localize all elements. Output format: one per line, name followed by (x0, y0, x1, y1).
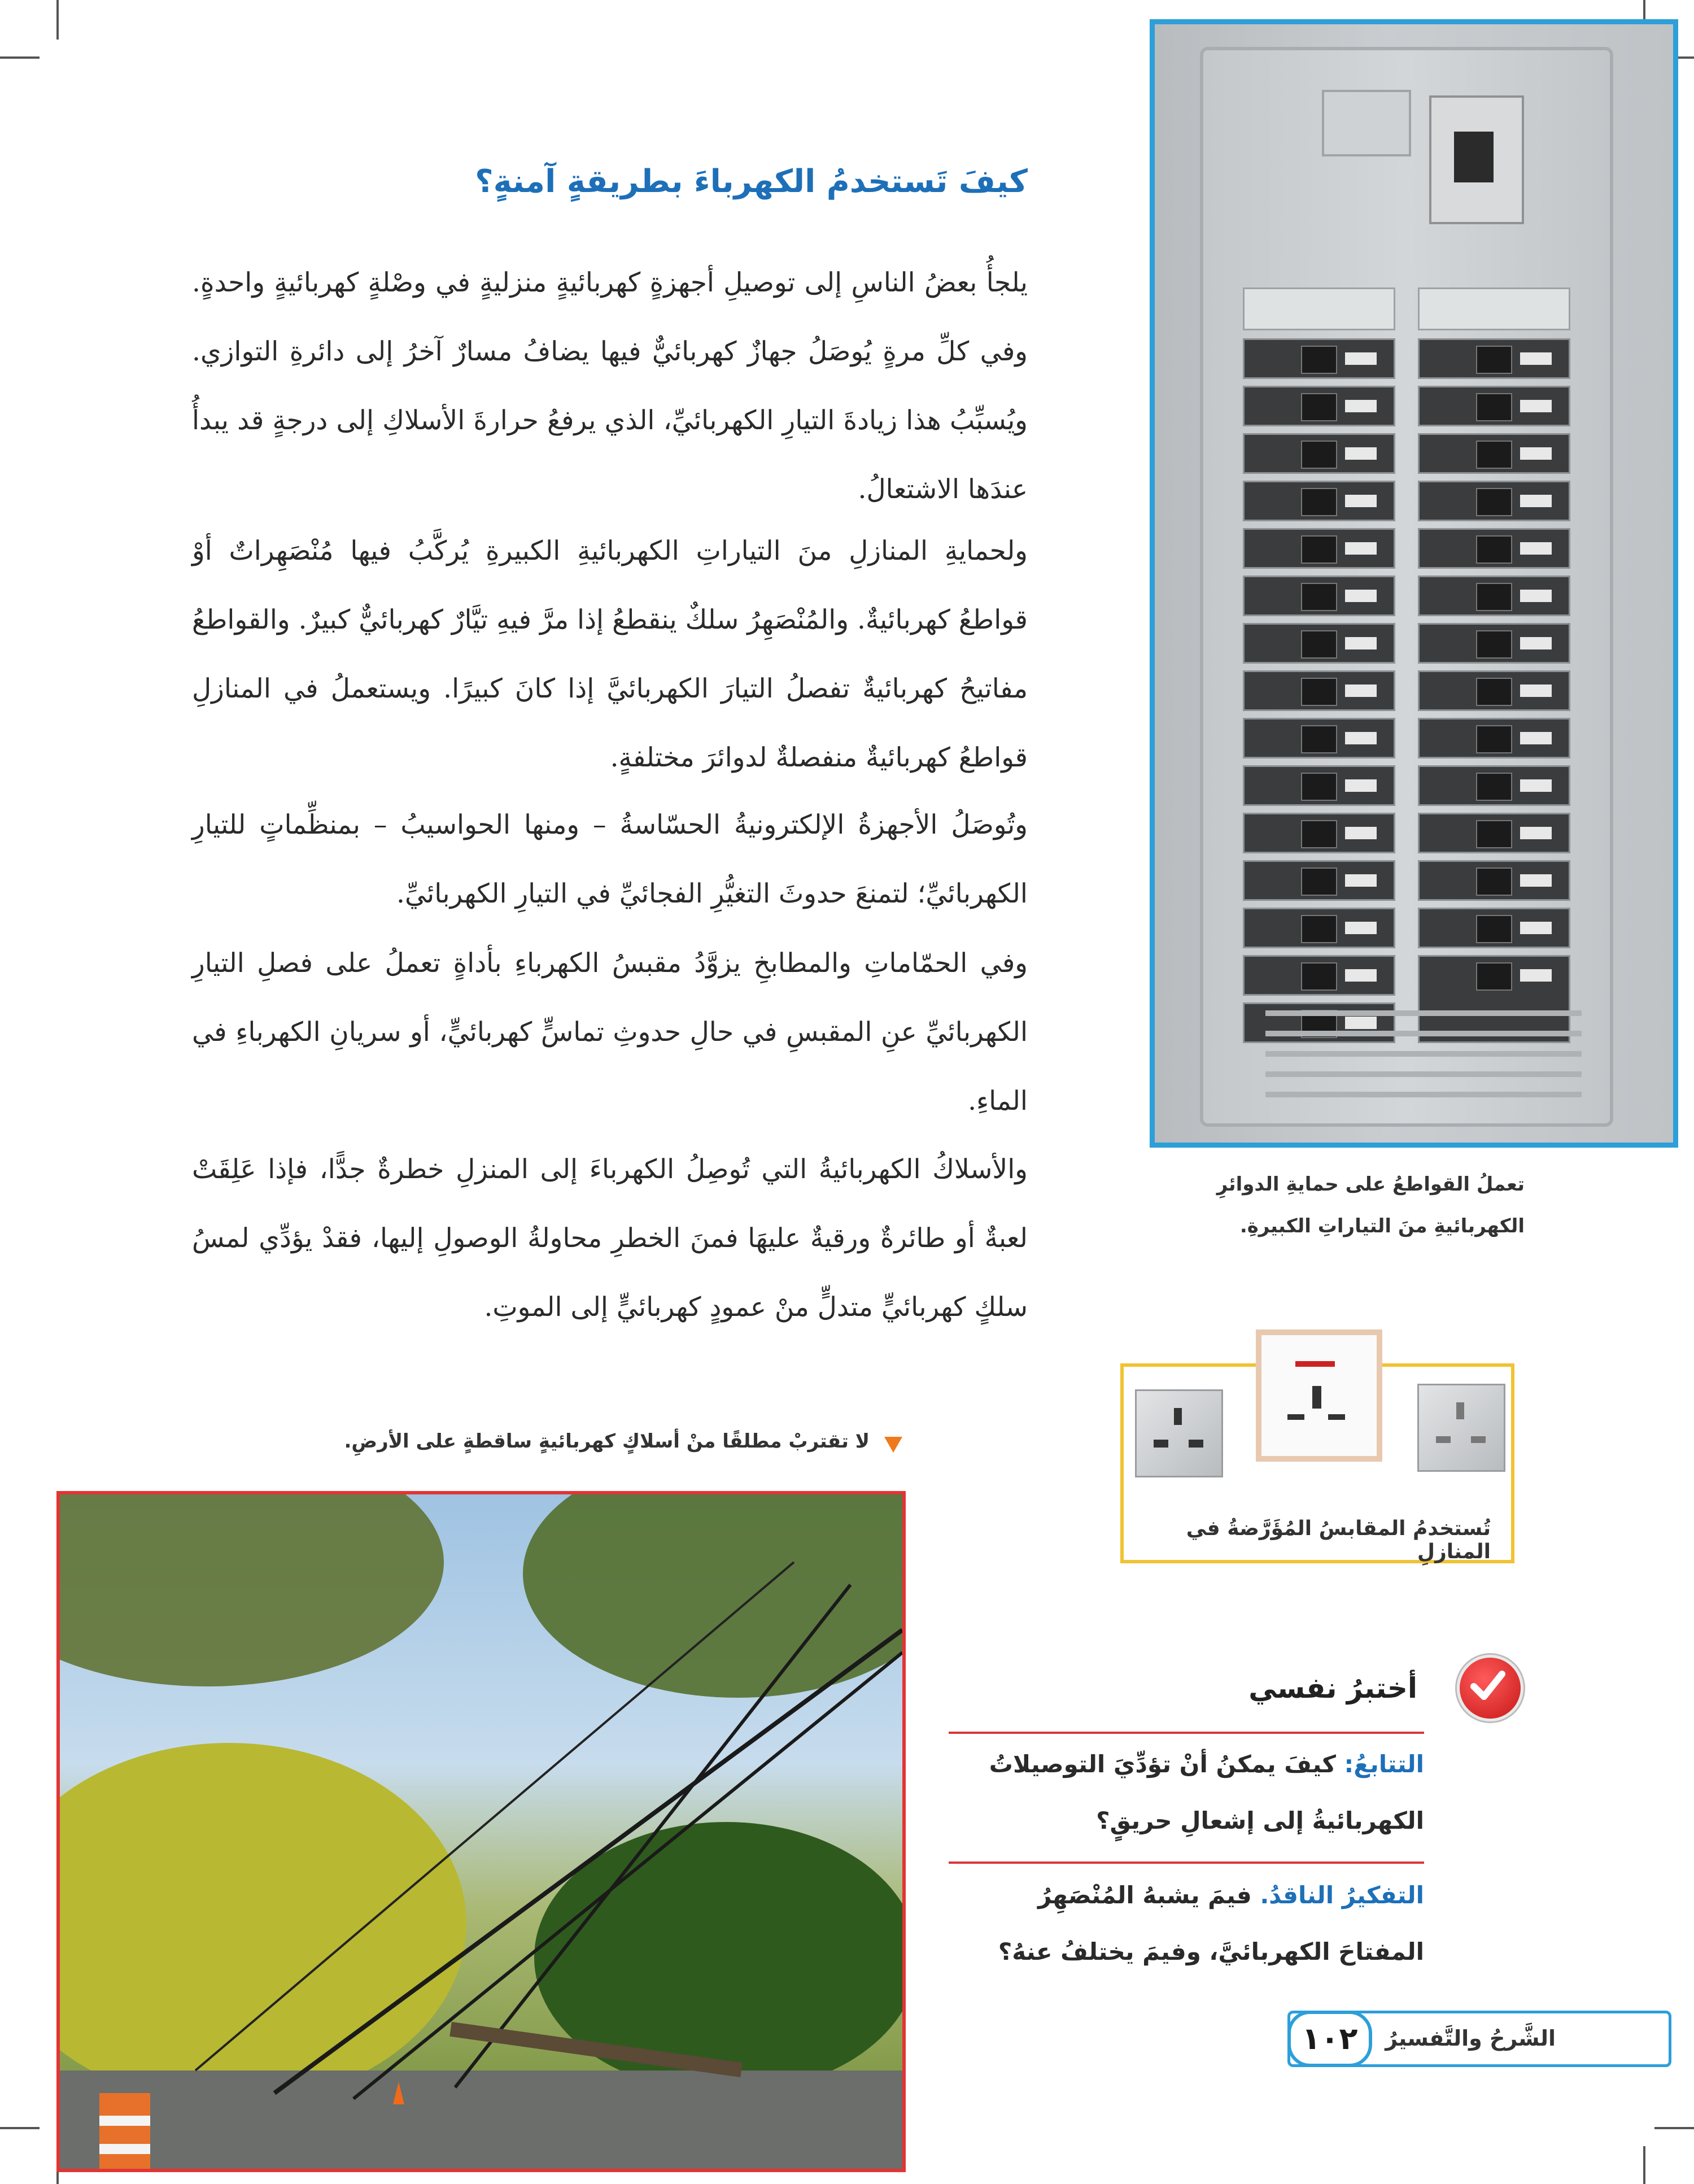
quiz-divider (949, 1732, 1424, 1734)
quiz-title: أختبرُ نفسي (1248, 1672, 1417, 1705)
paragraph-5: والأسلاكُ الكهربائيةُ التي تُوصِلُ الكهرباءَ إلى المنزلِ خطرةٌ جدًّا، فإذا عَلِقَتْ لعبةٌ أو طائرةٌ ورقيةٌ عليهَا فمنَ الخطرِ محاولةُ الوصولِ إليها، فقدْ يؤدِّي لمسُ سلكٍ كهربائيٍّ متدلٍّ منْ عمودٍ كهربائيٍّ إلى الموتِ. (192, 1154, 1028, 1323)
quiz-question-2-label: التفكيرُ الناقدُ. (1260, 1881, 1424, 1909)
quiz-question-2-text: فيمَ يشبهُ المُنْصَهِرُ المفتاحَ الكهربائيَّ، وفيمَ يختلفُ عنهُ؟ (998, 1881, 1424, 1965)
breaker-column-left (1243, 287, 1395, 1050)
caption-arrow-icon (884, 1437, 902, 1453)
quiz-divider (949, 1862, 1424, 1864)
quiz-question-1 (949, 1736, 1424, 1849)
quiz-question-1-label: التتابعُ: (1344, 1750, 1424, 1778)
grounded-sockets-figure (1120, 1363, 1514, 1563)
sockets-caption: تُستخدمُ المقابسُ المُؤَرَّضةُ في المنازلِ (1186, 1517, 1491, 1563)
footer-section: الشَّرحُ والتَّفسيرُ (1385, 2026, 1556, 2051)
breaker-column-right (1418, 287, 1570, 1050)
checkmark-icon (1457, 1655, 1523, 1721)
socket-universal (1256, 1329, 1382, 1462)
page-number: ١٠٢ (1287, 2011, 1372, 2067)
panel-label-box (1322, 90, 1411, 156)
crop-mark (1654, 2127, 1694, 2129)
fallen-power-lines-photo (56, 1491, 906, 2172)
paragraph-2: ولحمايةِ المنازلِ منَ التياراتِ الكهربائيةِ الكبيرةِ يُركَّبُ فيها مُنْصَهِراتٌ أوْ قواطعُ كهربائيةٌ. والمُنْصَهِرُ سلكٌ ينقطعُ إذا مرَّ فيهِ تيَّارٌ كهربائيٌّ كبيرٌ. والقواطعُ مفاتيحُ كهربائيةٌ تفصلُ التيارَ الكهربائيَّ إذا كانَ كبيرًا. ويستعملُ في المنازلِ قواطعُ كهربائيةٌ منفصلةٌ لدوائرَ مختلفةٍ. (192, 535, 1028, 773)
photo-caption: لا تقتربْ مطلقًا منْ أسلاكٍ كهربائيةٍ ساقطةٍ على الأرضِ. (344, 1430, 870, 1453)
quiz-question-1-text: كيفَ يمكنُ أنْ تؤدِّيَ التوصيلاتُ الكهربائيةُ إلى إشعالِ حريقٍ؟ (989, 1750, 1424, 1834)
breaker-panel-door (1200, 47, 1613, 1127)
paragraph-4: وفي الحمّاماتِ والمطابخِ يزوَّدُ مقبسُ الكهرباءِ بأداةٍ تعملُ على فصلِ التيارِ الكهربائيِّ عنِ المقبسِ في حالِ حدوثِ تماسٍّ كهربائيٍّ، أو سريانِ الكهرباءِ في الماءِ. (192, 948, 1028, 1117)
main-breaker (1429, 95, 1524, 224)
panel-vents (1265, 1010, 1582, 1112)
crop-mark (56, 0, 59, 40)
crop-mark (0, 2127, 40, 2129)
breaker-panel-photo (1150, 19, 1678, 1148)
crop-mark (1643, 2146, 1645, 2184)
paragraph-3: وتُوصَلُ الأجهزةُ الإلكترونيةُ الحسّاسةُ – ومنها الحواسيبُ – بمنظِّماتٍ للتيارِ الكهربائيِّ؛ لتمنعَ حدوثَ التغيُّرِ الفجائيِّ في التيارِ الكهربائيِّ. (192, 809, 1028, 909)
socket-left (1135, 1389, 1223, 1477)
quiz-question-2 (949, 1867, 1424, 1980)
section-heading: كيفَ تَستخدمُ الكهرباءَ بطريقةٍ آمنةٍ؟ (475, 163, 1028, 200)
paragraph-1: يلجأُ بعضُ الناسِ إلى توصيلِ أجهزةٍ كهربائيةٍ منزليةٍ في وصْلةٍ كهربائيةٍ واحدةٍ. وفي كلِّ مرةٍ يُوصَلُ جهازٌ كهربائيٌّ فيها يضافُ مسارٌ آخرُ إلى دائرةِ التوازي. ويُسبِّبُ هذا زيادةَ التيارِ الكهربائيِّ، الذي يرفعُ حرارةَ الأسلاكِ إلى درجةٍ قد يبدأُ عندَها الاشتعالُ. (192, 267, 1028, 505)
breaker-caption: تعملُ القواطعُ على حمايةِ الدوائرِ الكهربائيةِ منَ التياراتِ الكبيرةِ. (1216, 1173, 1525, 1237)
crop-mark (0, 56, 40, 59)
socket-right (1417, 1384, 1505, 1472)
